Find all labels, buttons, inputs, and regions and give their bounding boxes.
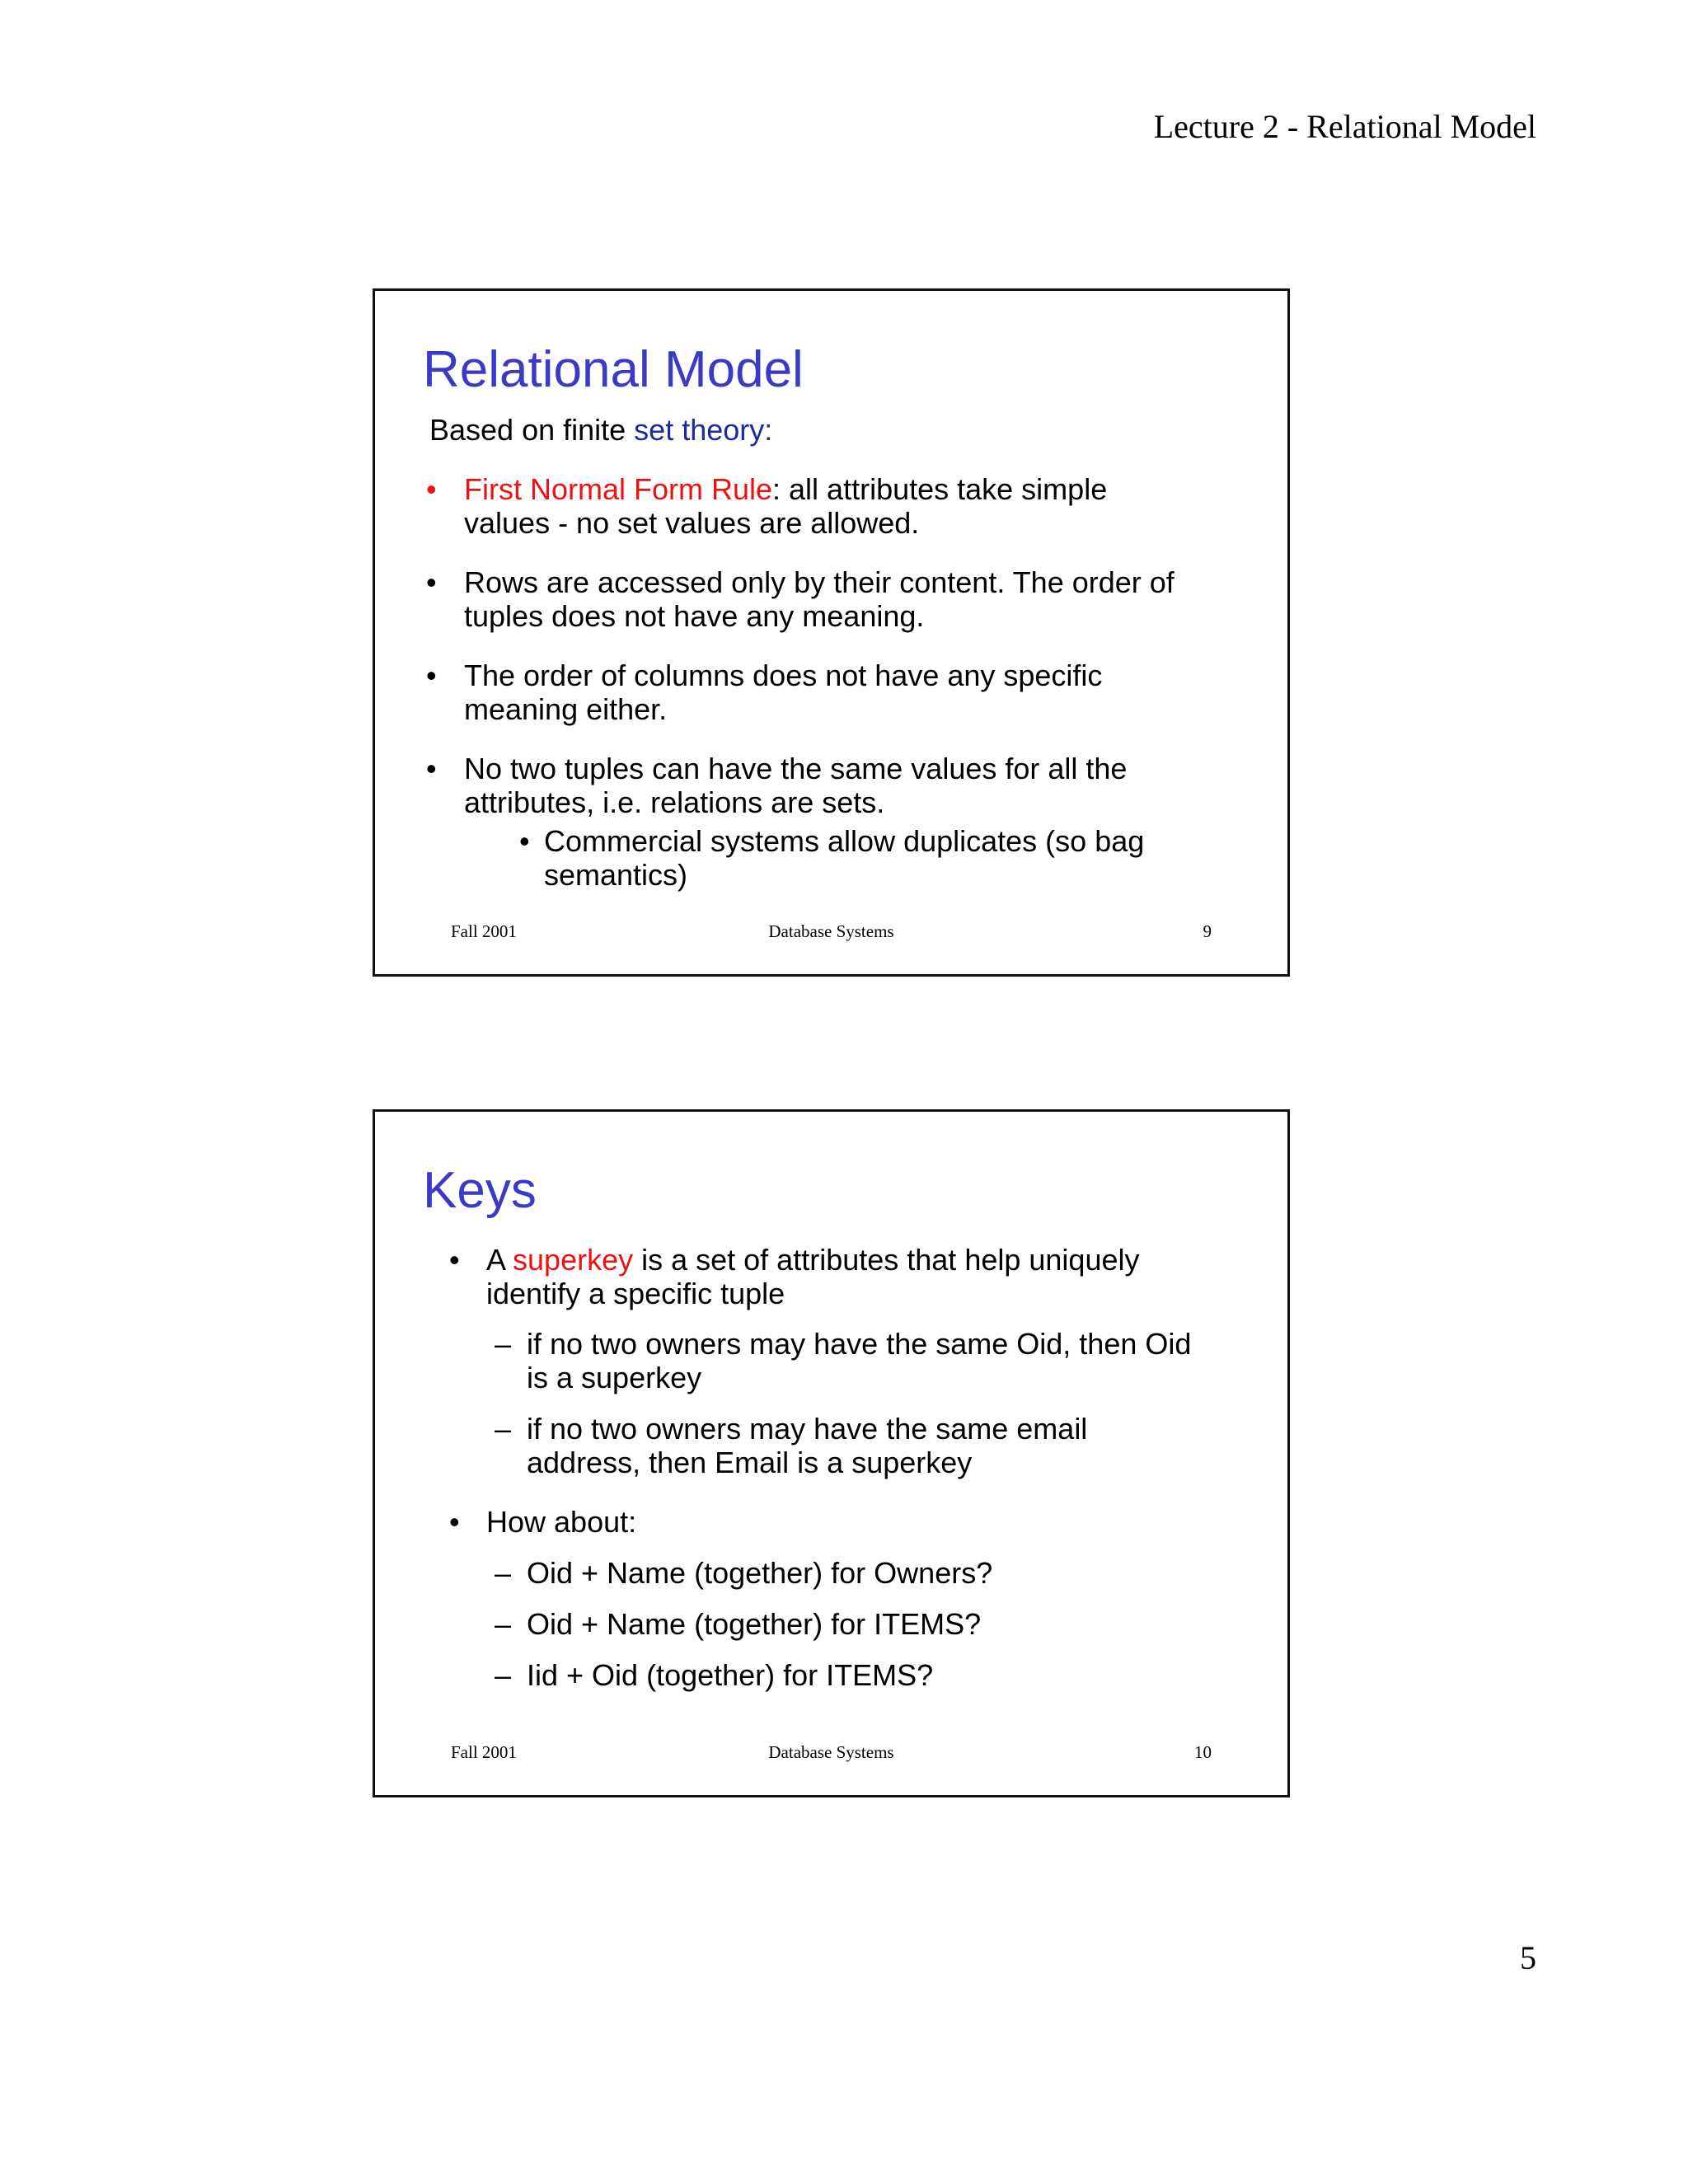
bullet-line: attributes, i.e. relations are sets. — [464, 785, 885, 819]
bullet-line: No two tuples can have the same values for all the — [464, 752, 1128, 785]
sub-bullet-question: Iid + Oid (together) for ITEMS? — [527, 1658, 934, 1692]
bullet-line: values - no set values are allowed. — [464, 506, 920, 540]
bullet-how-about: How about: — [486, 1505, 637, 1539]
bullet-line: meaning either. — [464, 692, 668, 726]
bullet-line: Rows are accessed only by their content. The order of — [464, 565, 1175, 599]
bullet-marker: • — [426, 658, 437, 692]
footer-date: Fall 2001 — [451, 1742, 517, 1762]
first-normal-form-highlight: First Normal Form Rule — [464, 472, 773, 506]
footer-date: Fall 2001 — [451, 921, 517, 941]
dash-marker: – — [495, 1658, 512, 1692]
intro-text — [429, 413, 772, 448]
dash-marker: – — [495, 1607, 512, 1641]
sub-bullet-oid-superkey — [527, 1327, 1191, 1394]
sub-bullet-question: Oid + Name (together) for Owners? — [527, 1556, 993, 1590]
page-header: Lecture 2 - Relational Model — [1153, 108, 1536, 145]
bullet-line: semantics) — [544, 858, 688, 892]
bullet-line: address, then Email is a superkey — [527, 1446, 973, 1479]
set-theory-link: set theory: — [634, 413, 773, 447]
slide-keys — [373, 1109, 1290, 1797]
bullet-marker: • — [426, 565, 437, 599]
bullet-rows-access — [464, 565, 1175, 633]
bullet-line: tuples does not have any meaning. — [464, 599, 925, 633]
bullet-line: is a superkey — [527, 1361, 702, 1394]
dash-marker: – — [495, 1327, 512, 1361]
bullet-line: : all attributes take simple — [772, 472, 1108, 506]
bullet-first-normal-form — [464, 472, 1107, 540]
bullet-no-duplicates — [464, 752, 1127, 819]
sub-bullet-email-superkey — [527, 1412, 1087, 1479]
footer-slide-number: 9 — [1203, 921, 1212, 941]
footer-slide-number: 10 — [1194, 1742, 1212, 1762]
bullet-line: Commercial systems allow duplicates (so bag — [544, 824, 1145, 858]
bullet-line: if no two owners may have the same email — [527, 1412, 1088, 1446]
bullet-line: identify a specific tuple — [486, 1277, 785, 1310]
bullet-marker: • — [426, 472, 437, 506]
bullet-column-order — [464, 658, 1102, 726]
dash-marker: – — [495, 1556, 512, 1590]
page-number: 5 — [1520, 1939, 1536, 1976]
bullet-marker: • — [449, 1505, 460, 1539]
footer-course: Database Systems — [768, 921, 894, 941]
bullet-line: if no two owners may have the same Oid, then Oid — [527, 1327, 1192, 1361]
bullet-superkey-definition — [486, 1243, 1139, 1310]
bullet-line: is a set of attributes that help uniquely — [633, 1243, 1140, 1277]
superkey-highlight: superkey — [513, 1243, 634, 1277]
bullet-line: The order of columns does not have any specific — [464, 658, 1103, 692]
dash-marker: – — [495, 1412, 512, 1446]
sub-bullet-marker: • — [519, 824, 530, 858]
sub-bullet-question: Oid + Name (together) for ITEMS? — [527, 1607, 982, 1641]
slide-relational-model — [373, 288, 1290, 977]
bullet-marker: • — [449, 1243, 460, 1277]
footer-course: Database Systems — [768, 1742, 894, 1762]
slide-title: Relational Model — [423, 341, 804, 398]
slide-title: Keys — [423, 1162, 537, 1219]
bullet-line: A — [486, 1243, 513, 1277]
intro-prefix: Based on finite — [429, 413, 635, 447]
bullet-marker: • — [426, 752, 437, 785]
sub-bullet-commercial-systems — [544, 824, 1144, 892]
